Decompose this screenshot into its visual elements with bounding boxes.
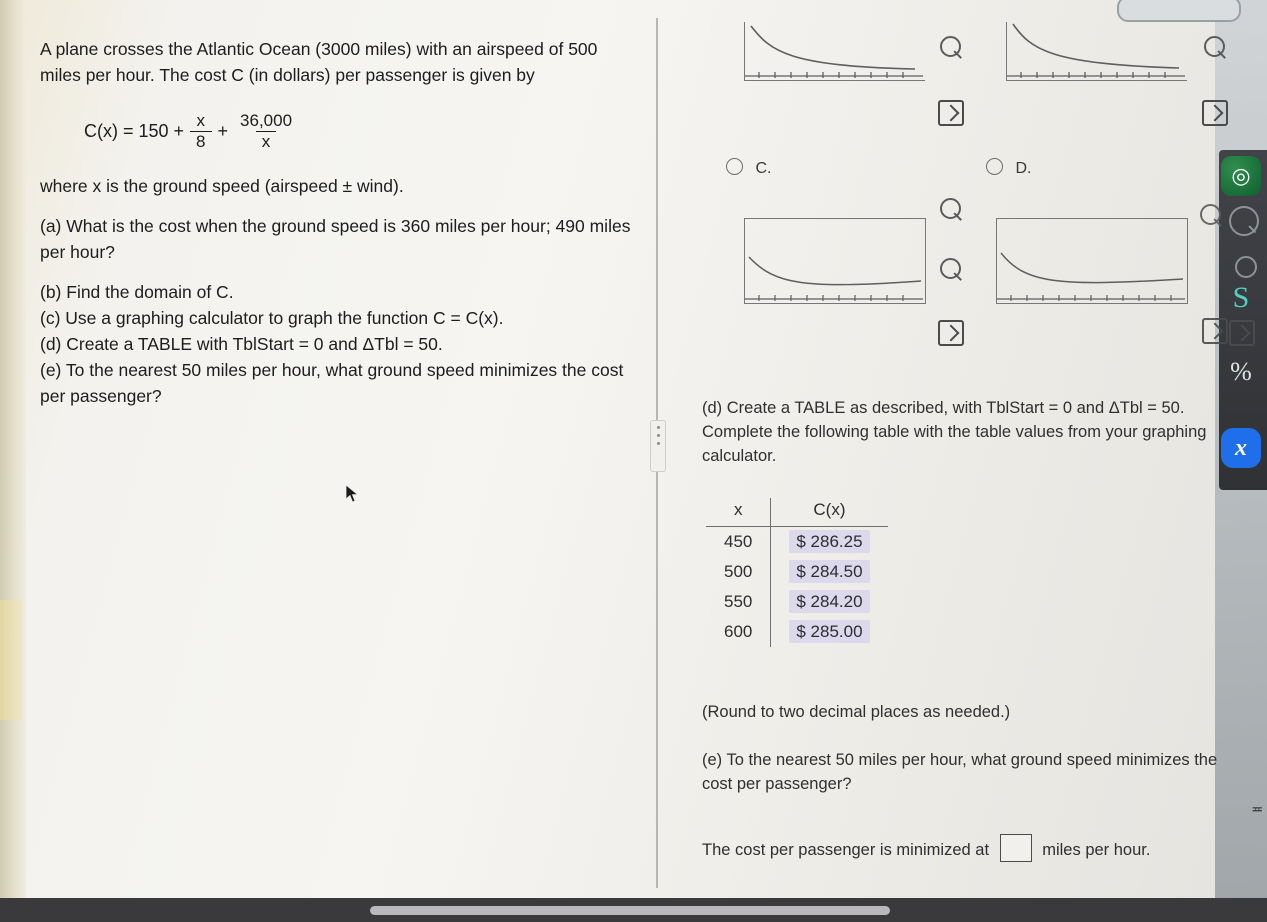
zoom-icon-b[interactable] — [1204, 36, 1230, 62]
zoom-icon-d[interactable] — [1200, 204, 1226, 230]
header-cx: C(x) — [771, 498, 888, 527]
choice-d-option[interactable] — [986, 158, 1031, 178]
table-row — [706, 617, 888, 647]
fraction-numerator: x — [196, 111, 206, 130]
formula-lead: C(x) = 150 + — [84, 121, 185, 142]
problem-part-b: (b) Find the domain of C. — [40, 281, 234, 302]
expand-icon-a[interactable] — [938, 100, 964, 126]
cell-cx[interactable]: $ 284.50 — [771, 557, 888, 587]
answer-sentence — [702, 834, 1222, 862]
problem-part-d: (d) Create a TABLE with TblStart = 0 and ΔTbl = 50. — [40, 333, 443, 354]
choice-c-graph[interactable] — [744, 218, 926, 304]
problem-part-e: (e) To the nearest 50 miles per hour, what ground speed minimizes the cost per passenger? — [40, 359, 624, 406]
part-e-instruction: (e) To the nearest 50 miles per hour, what ground speed minimizes the cost per passenger? — [702, 751, 1218, 793]
cell-x: 500 — [724, 562, 753, 581]
cell-cx[interactable]: $ 284.20 — [771, 587, 888, 617]
expand-icon-dock[interactable] — [1229, 320, 1255, 346]
page-left-edge-highlight — [0, 600, 22, 720]
choice-b-graph[interactable] — [1006, 22, 1187, 81]
x-app-icon[interactable]: x — [1221, 428, 1261, 468]
expand-icon-d[interactable] — [1202, 318, 1228, 344]
radio-button-d[interactable] — [986, 158, 1003, 175]
cell-x: 450 — [724, 532, 753, 551]
cell-x: 600 — [724, 622, 753, 641]
choice-c-option[interactable] — [726, 158, 771, 178]
choice-a-graph[interactable] — [744, 22, 925, 81]
cell-x: 550 — [724, 592, 753, 611]
left-problem-pane — [40, 36, 640, 409]
table-row — [706, 587, 888, 617]
zoom-icon-a[interactable] — [940, 36, 966, 62]
choice-d-label: D. — [1015, 160, 1032, 177]
expand-icon-c[interactable] — [938, 320, 964, 346]
domain-variable-note: where x is the ground speed (airspeed ± wind). — [40, 175, 404, 196]
rounding-note: (Round to two decimal places as needed.) — [702, 703, 1011, 721]
answer-suffix: miles per hour. — [1042, 841, 1151, 859]
zoom-icon-c1[interactable] — [940, 198, 966, 224]
answer-input[interactable] — [1000, 834, 1032, 862]
fraction-36000-over-x — [234, 112, 298, 151]
table-header-row — [706, 498, 888, 527]
part-d-instruction: (d) Create a TABLE as described, with TblStart = 0 and ΔTbl = 50. Complete the following table with the table values from your graphing calculator. — [702, 399, 1207, 465]
cell-cx[interactable]: $ 286.25 — [771, 527, 888, 558]
percent-app-icon[interactable]: % — [1230, 357, 1252, 386]
problem-intro: A plane crosses the Atlantic Ocean (3000 miles) with an airspeed of 500 miles per hour. The cost C (in dollars) per passenger is given by — [40, 39, 598, 85]
search-app-icon[interactable] — [1229, 206, 1259, 236]
answer-prefix: The cost per passenger is minimized at — [702, 841, 990, 859]
expand-icon-b[interactable] — [1202, 100, 1228, 126]
fraction-denominator: 8 — [190, 131, 211, 151]
device-bottom-bar — [0, 898, 1267, 922]
camera-app-icon[interactable]: ◎ — [1221, 156, 1261, 196]
table-row — [706, 527, 888, 558]
choice-d-graph[interactable] — [996, 218, 1188, 304]
s-app-icon[interactable]: S — [1232, 281, 1250, 314]
page-left-edge — [0, 0, 26, 922]
table-row — [706, 557, 888, 587]
formula-plus: + — [217, 121, 229, 142]
fraction-denominator: x — [256, 131, 277, 151]
radio-button-c[interactable] — [726, 158, 743, 175]
top-right-pill — [1117, 0, 1241, 22]
header-x: x — [733, 500, 743, 519]
circle-icon[interactable] — [1235, 256, 1257, 278]
fraction-x-over-8 — [190, 112, 211, 151]
problem-parts-list — [40, 213, 640, 409]
choice-c-label: C. — [755, 160, 772, 177]
problem-part-c: (c) Use a graphing calculator to graph the function C = C(x). — [40, 307, 504, 328]
cost-function-formula — [84, 112, 640, 151]
fraction-numerator: 36,000 — [240, 111, 293, 130]
pane-resize-handle[interactable] — [650, 420, 666, 472]
cell-cx[interactable]: $ 285.00 — [771, 617, 888, 647]
zoom-icon-c2[interactable] — [940, 258, 966, 284]
problem-part-a: (a) What is the cost when the ground speed is 360 miles per hour; 490 miles per hour? — [40, 215, 631, 262]
edge-glyph: ≖ — [1251, 801, 1264, 818]
values-table — [706, 498, 888, 647]
mouse-cursor — [345, 484, 355, 500]
